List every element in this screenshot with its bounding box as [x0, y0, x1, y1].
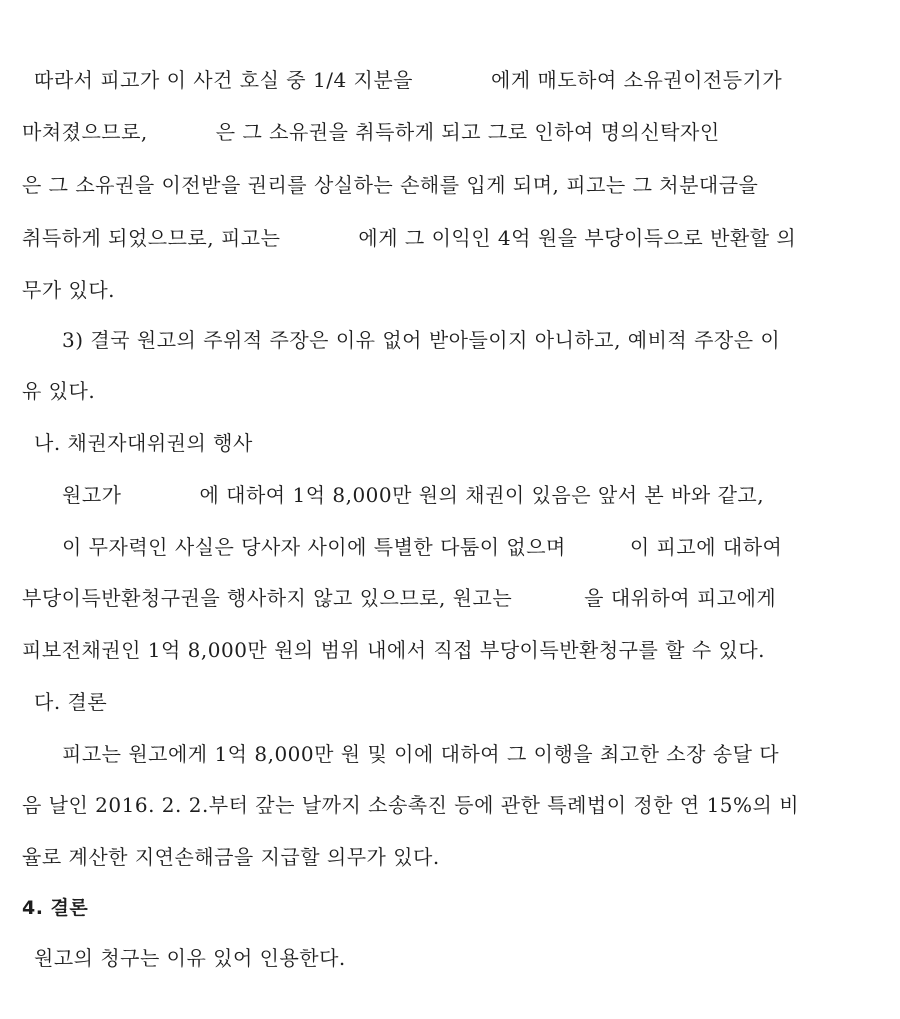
text-segment: 마쳐졌으므로, — [22, 120, 148, 144]
paragraph-5: 원고의 청구는 이유 있어 인용한다. — [34, 946, 346, 970]
section-heading-na: 나. 채권자대위권의 행사 — [34, 431, 253, 455]
text-segment: 은 그 소유권을 취득하게 되고 그로 인하여 명의신탁자인 — [215, 120, 720, 144]
text-segment: 에게 매도하여 소유권이전등기가 — [491, 68, 783, 92]
paragraph-1-line-2 — [22, 119, 720, 145]
text-segment: 취득하게 되었으므로, 피고는 — [22, 226, 281, 250]
paragraph-1-line-4 — [22, 225, 796, 251]
paragraph-4-line-3: 율로 계산한 지연손해금을 지급할 의무가 있다. — [22, 845, 440, 869]
text-segment: 따라서 피고가 이 사건 호실 중 1/4 지분을 — [34, 68, 413, 92]
text-segment: 이 피고에 대하여 — [629, 535, 783, 559]
paragraph-1-line-5: 무가 있다. — [22, 278, 115, 302]
paragraph-3-line-3 — [22, 585, 776, 611]
paragraph-3-line-4: 피보전채권인 1억 8,000만 원의 범위 내에서 직접 부당이득반환청구를 할 수 있다. — [22, 638, 766, 662]
paragraph-4-line-2: 음 날인 2016. 2. 2.부터 갚는 날까지 소송촉진 등에 관한 특례법이 정한 연 15%의 비 — [22, 793, 800, 817]
paragraph-1-line-3: 은 그 소유권을 이전받을 권리를 상실하는 손해를 입게 되며, 피고는 그 처분대금을 — [22, 173, 759, 197]
paragraph-3-line-2 — [22, 534, 782, 560]
paragraph-4-line-1: 피고는 원고에게 1억 8,000만 원 및 이에 대하여 그 이행을 최고한 소장 송달 다 — [62, 742, 780, 766]
text-segment: 에게 그 이익인 4억 원을 부당이득으로 반환할 의 — [358, 226, 797, 250]
text-segment: 에 대하여 1억 8,000만 원의 채권이 있음은 앞서 본 바와 같고, — [199, 483, 765, 507]
paragraph-2-line-1: 3) 결국 원고의 주위적 주장은 이유 없어 받아들이지 아니하고, 예비적 주장은 이 — [62, 328, 781, 352]
text-segment: 이 무자력인 사실은 당사자 사이에 특별한 다툼이 없으며 — [62, 535, 566, 559]
section-heading-da: 다. 결론 — [34, 690, 108, 714]
section-heading-4: 4. 결론 — [22, 897, 89, 919]
text-segment: 부당이득반환청구권을 행사하지 않고 있으므로, 원고는 — [22, 586, 513, 610]
text-segment: 원고가 — [62, 483, 122, 507]
paragraph-2-line-2: 유 있다. — [22, 379, 96, 403]
paragraph-3-line-1 — [62, 482, 764, 508]
text-segment: 을 대위하여 피고에게 — [584, 586, 777, 610]
paragraph-1-line-1 — [34, 67, 782, 93]
